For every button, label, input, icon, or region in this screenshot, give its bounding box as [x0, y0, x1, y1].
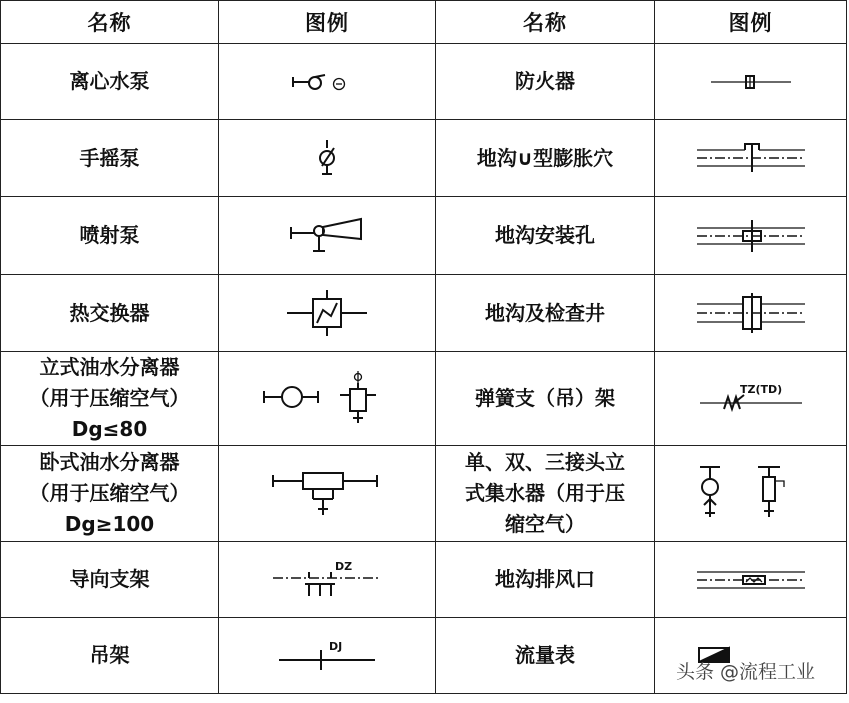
watermark-text: 头条 @流程工业 — [676, 661, 816, 683]
guide-support-label: DZ — [335, 559, 353, 573]
table-row — [1, 275, 847, 352]
symbol-trench-install-hole — [655, 197, 847, 275]
name-trench-inspection-well: 地沟及检查井 — [436, 275, 655, 352]
symbol-centrifugal-pump — [219, 44, 436, 120]
name-centrifugal-pump: 离心水泵 — [1, 44, 219, 120]
table-row — [1, 44, 847, 120]
hanger-label: DJ — [329, 639, 343, 653]
name-flame-arrester: 防火器 — [436, 44, 655, 120]
name-trench-install-hole: 地沟安装孔 — [436, 197, 655, 275]
jet-pump-icon — [287, 215, 367, 257]
symbol-heat-exchanger — [219, 275, 436, 352]
symbol-horizontal-separator — [219, 446, 436, 542]
table-row — [1, 197, 847, 275]
trench-inspection-well-icon — [695, 291, 807, 335]
table-row — [1, 120, 847, 197]
header-legend-left: 图例 — [219, 1, 436, 44]
symbol-hand-pump — [219, 120, 436, 197]
name-hand-pump: 手摇泵 — [1, 120, 219, 197]
guide-support-icon — [269, 558, 385, 602]
trench-vent-icon — [695, 565, 807, 595]
horizontal-separator-icon — [269, 469, 385, 519]
table-row — [1, 352, 847, 446]
symbol-trench-u-expansion — [655, 120, 847, 197]
hanger-icon — [277, 638, 377, 674]
header-name-left: 名称 — [1, 1, 219, 44]
name-jet-pump: 喷射泵 — [1, 197, 219, 275]
vertical-separator-icon — [262, 369, 392, 429]
header-legend-right: 图例 — [655, 1, 847, 44]
name-guide-support: 导向支架 — [1, 542, 219, 618]
spring-support-icon — [696, 379, 806, 419]
spring-support-label: TZ(TD) — [739, 382, 782, 396]
name-horizontal-separator: 卧式油水分离器 （用于压缩空气） Dg≥100 — [1, 446, 219, 542]
symbol-jet-pump — [219, 197, 436, 275]
name-heat-exchanger: 热交换器 — [1, 275, 219, 352]
trench-install-hole-icon — [695, 218, 807, 254]
name-hanger: 吊架 — [1, 618, 219, 694]
manifold-collector-icon — [696, 463, 806, 525]
symbol-flame-arrester — [655, 44, 847, 120]
symbol-trench-vent — [655, 542, 847, 618]
table-row — [1, 446, 847, 542]
table-row — [1, 542, 847, 618]
symbol-spring-support — [655, 352, 847, 446]
header-row — [1, 1, 847, 44]
name-spring-support: 弹簧支（吊）架 — [436, 352, 655, 446]
name-manifold-collector: 单、双、三接头立 式集水器（用于压 缩空气） — [436, 446, 655, 542]
name-trench-u-expansion: 地沟∪型膨胀穴 — [436, 120, 655, 197]
heat-exchanger-icon — [287, 288, 367, 338]
centrifugal-pump-icon — [287, 67, 367, 97]
header-name-right: 名称 — [436, 1, 655, 44]
symbol-guide-support — [219, 542, 436, 618]
trench-u-expansion-icon — [695, 140, 807, 176]
name-trench-vent: 地沟排风口 — [436, 542, 655, 618]
symbol-trench-inspection-well — [655, 275, 847, 352]
flame-arrester-icon — [709, 70, 793, 94]
symbol-manifold-collector — [655, 446, 847, 542]
symbol-hanger — [219, 618, 436, 694]
name-flow-meter: 流量表 — [436, 618, 655, 694]
hand-pump-icon — [312, 138, 342, 178]
name-vertical-separator: 立式油水分离器 （用于压缩空气） Dg≤80 — [1, 352, 219, 446]
symbol-vertical-separator — [219, 352, 436, 446]
